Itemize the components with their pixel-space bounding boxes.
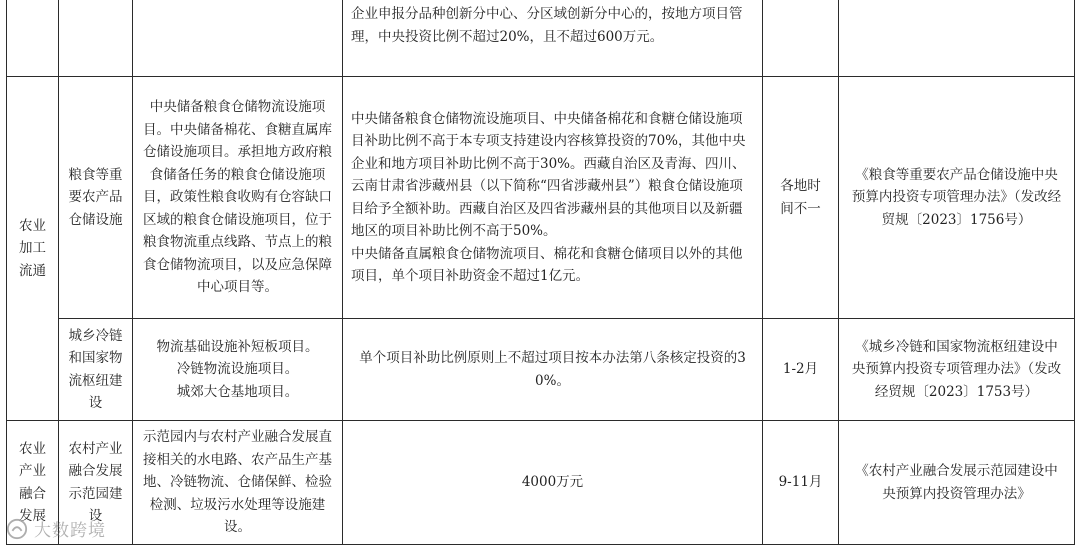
table-row [7, 0, 1075, 77]
domain-cell: 农业产业融合发展 [7, 421, 59, 545]
category-cell [59, 0, 133, 77]
standard-cell: 企业申报分品种创新分中心、分区域创新分中心的，按地方项目管理，中央投资比例不超过20%，且不超过600万元。 [343, 0, 763, 77]
category-cell: 粮食等重要农产品仓储设施 [59, 77, 133, 319]
scope-cell [133, 0, 343, 77]
table-row [7, 319, 1075, 421]
time-cell: 1-2月 [763, 319, 839, 421]
watermark [6, 516, 106, 541]
time-cell: 9-11月 [763, 421, 839, 545]
table-row [7, 77, 1075, 319]
watermark-logo-icon [6, 518, 28, 540]
policy-table [6, 0, 1075, 545]
category-cell: 农村产业融合发展示范园建设 [59, 421, 133, 545]
basis-cell: 《农村产业融合发展示范园建设中央预算内投资管理办法》 [839, 421, 1075, 545]
basis-cell: 《城乡冷链和国家物流枢纽建设中央预算内投资专项管理办法》（发改经贸规〔2023〕1753号） [839, 319, 1075, 421]
domain-cell: 农业加工流通 [7, 77, 59, 421]
basis-cell: 《粮食等重要农产品仓储设施中央预算内投资专项管理办法》（发改经贸规〔2023〕1756号） [839, 77, 1075, 319]
watermark-text: 大数跨境 [34, 521, 106, 541]
standard-cell: 中央储备粮食仓储物流设施项目、中央储备棉花和食糖仓储设施项目补助比例不高于本专项支持建设内容核算投资的70%，其他中央企业和地方项目补助比例不高于30%。西藏自治区及青海、四川、云南甘肃省涉藏州县（以下简称“四省涉藏州县”）粮食仓储设施项目给予全额补助。西藏自治区及四省涉藏州县的其他项目以及新疆地区的项目补助比例不高于50%。 中央储备直属粮食仓储物流项目、棉花和食糖仓储项目以外的其他项目，单个项目补助资金不超过1亿元。 [343, 77, 763, 319]
standard-cell: 单个项目补助比例原则上不超过项目按本办法第八条核定投资的30%。 [343, 319, 763, 421]
scope-cell: 物流基础设施补短板项目。 冷链物流设施项目。 城郊大仓基地项目。 [133, 319, 343, 421]
time-cell: 各地时间不一 [763, 77, 839, 319]
scope-cell: 中央储备粮食仓储物流设施项目。中央储备棉花、食糖直属库仓储设施项目。承担地方政府粮食储备任务的粮食仓储设施项目，政策性粮食收购有仓容缺口区域的粮食仓储设施项目，位于粮食物流重点线路、节点上的粮食仓储物流项目，以及应急保障中心项目等。 [133, 77, 343, 319]
scope-cell: 示范园内与农村产业融合发展直接相关的水电路、农产品生产基地、冷链物流、仓储保鲜、检验检测、垃圾污水处理等设施建设。 [133, 421, 343, 545]
table-row [7, 421, 1075, 545]
time-cell [763, 0, 839, 77]
basis-cell [839, 0, 1075, 77]
category-cell: 城乡冷链和国家物流枢纽建设 [59, 319, 133, 421]
domain-cell [7, 0, 59, 77]
standard-cell: 4000万元 [343, 421, 763, 545]
